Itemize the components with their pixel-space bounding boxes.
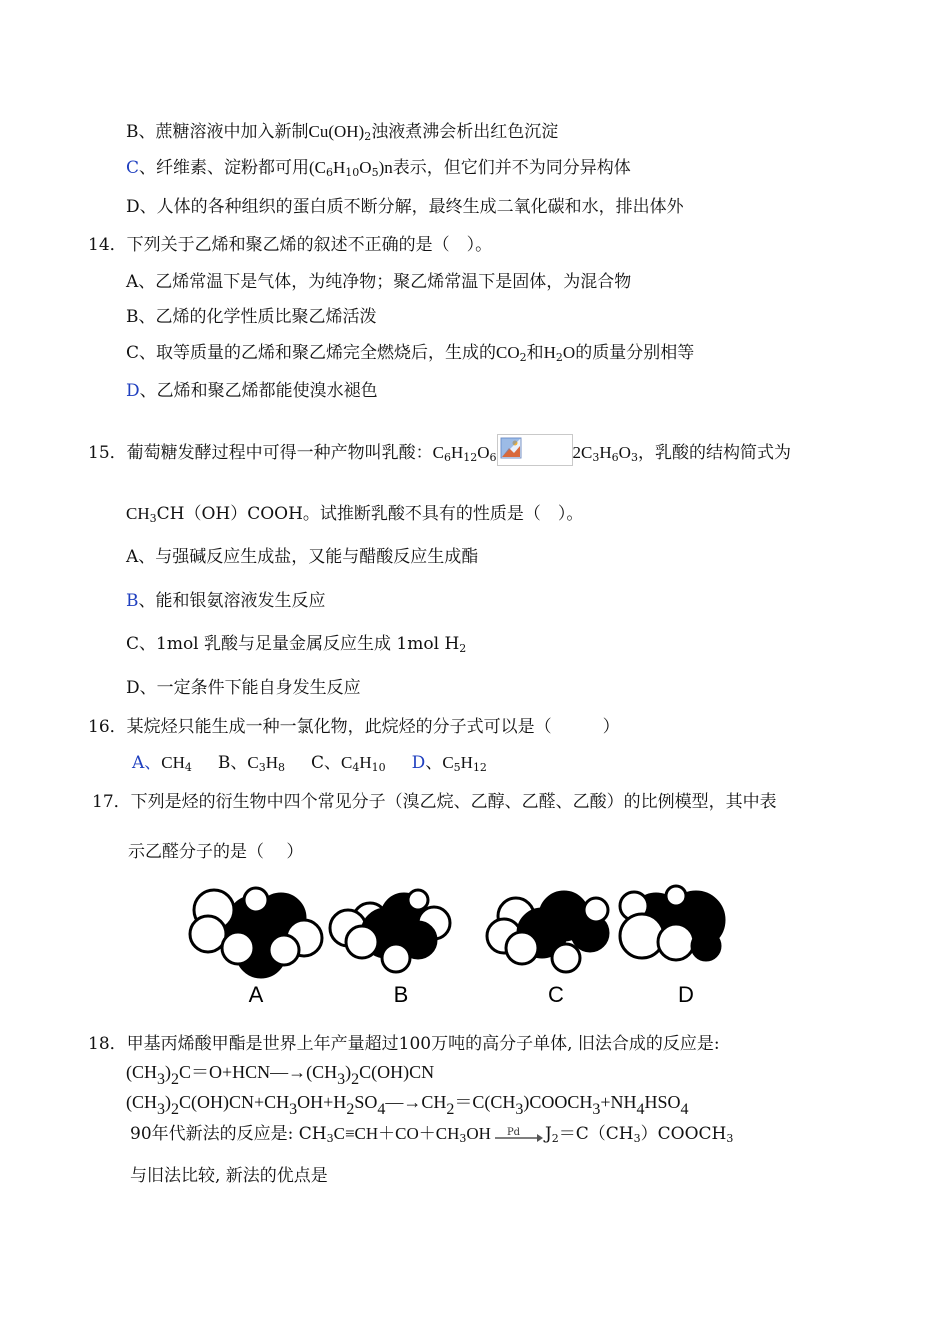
q18-stem: 18．甲基丙烯酸甲酯是世界上年产量超过100万吨的高分子单体, 旧法合成的反应是: xyxy=(88,1034,720,1054)
catalyst-arrow-icon xyxy=(493,1124,543,1142)
model-label-b: B xyxy=(393,982,409,1007)
broken-image-icon xyxy=(497,434,573,466)
question-number: 17． xyxy=(92,792,131,812)
q13-option-d: D、人体的各种组织的蛋白质不断分解，最终生成二氧化碳和水，排出体外 xyxy=(126,197,684,217)
q16-options xyxy=(132,751,513,775)
q15-stem-line2: $CH_3CH(OH)COOH$。试推断乳酸不具有的性质是（ ）。 xyxy=(126,504,584,525)
model-c xyxy=(487,892,608,972)
q16-option-a: A、$CH_4$ xyxy=(132,753,192,774)
model-d xyxy=(620,886,724,960)
catalyst-label: Pd xyxy=(506,1127,521,1138)
question-number: 16． xyxy=(88,717,127,737)
q18-reaction-2: (CH3)2C(OH)CN+CH3OH+H2SO4—→CH2＝C(CH3)COOCH3+NH4HSO4 xyxy=(126,1092,689,1118)
q18-reaction-1: (CH3)2C＝O+HCN—→(CH3)2C(OH)CN xyxy=(126,1062,435,1088)
q15-option-c: C、1mol 乳酸与足量金属反应生成 1mol $H_2$ xyxy=(126,634,467,655)
q16-option-c: C、$C_4H_{10}$ xyxy=(311,753,386,774)
model-label-c: C xyxy=(548,982,564,1007)
model-label-a: A xyxy=(248,982,264,1007)
question-number: 15． xyxy=(88,443,127,463)
q14-option-d: D、乙烯和聚乙烯都能使溴水褪色 xyxy=(126,381,378,401)
q18-new-method: 90年代新法的反应是: $CH_3C\equiv CH+CO+CH_3OH$ Pd $J_2=C(CH_3)COOCH_3$ xyxy=(130,1122,733,1146)
q13-option-b: B、蔗糖溶液中加入新制$Cu(OH)_2$浊液煮沸会析出红色沉淀 xyxy=(126,122,559,143)
model-b xyxy=(330,890,450,972)
question-number: 18． xyxy=(88,1034,127,1054)
q17-stem: 17．下列是烃的衍生物中四个常见分子（溴乙烷、乙醇、乙醛、乙酸）的比例模型，其中表 xyxy=(92,792,777,812)
q16-option-d: D、$C_5H_{12}$ xyxy=(411,753,487,774)
q17-stem-line2: 示乙醛分子的是（ ） xyxy=(128,842,304,862)
question-number: 14． xyxy=(88,235,127,255)
molecular-models-figure xyxy=(186,878,746,1008)
reaction-arrow: —→ xyxy=(385,1092,422,1112)
q14-stem: 14．下列关于乙烯和聚乙烯的叙述不正确的是（ ）。 xyxy=(88,235,493,255)
q15-option-b: B、能和银氨溶液发生反应 xyxy=(126,591,326,611)
q16-option-b: B、$C_3H_8$ xyxy=(217,753,286,774)
reaction-arrow: —→ xyxy=(270,1062,307,1082)
q16-stem: 16．某烷烃只能生成一种一氯化物，此烷烃的分子式可以是（ ） xyxy=(88,717,620,737)
q13-option-c: C、纤维素、淀粉都可用$(C_6H_{10}O_5)n$表示，但它们并不为同分异构体 xyxy=(126,158,631,179)
model-a xyxy=(190,888,322,977)
q14-option-c: C、取等质量的乙烯和聚乙烯完全燃烧后，生成的$CO_2$和$H_2O$的质量分别相等 xyxy=(126,343,695,364)
q15-option-d: D、一定条件下能自身发生反应 xyxy=(126,678,361,698)
q15-stem: 15．葡萄糖发酵过程中可得一种产物叫乳酸：$C_6H_{12}O_6$ $2C_3H_6O_3$，乳酸的结构简式为 xyxy=(88,434,791,466)
q15-option-a: A、与强碱反应生成盐，又能与醋酸反应生成酯 xyxy=(126,547,479,567)
q18-tail: 与旧法比较, 新法的优点是 xyxy=(130,1166,328,1186)
q14-option-a: A、乙烯常温下是气体，为纯净物；聚乙烯常温下是固体，为混合物 xyxy=(126,272,632,292)
q14-option-b: B、乙烯的化学性质比聚乙烯活泼 xyxy=(126,307,377,327)
model-label-d: D xyxy=(678,982,694,1007)
